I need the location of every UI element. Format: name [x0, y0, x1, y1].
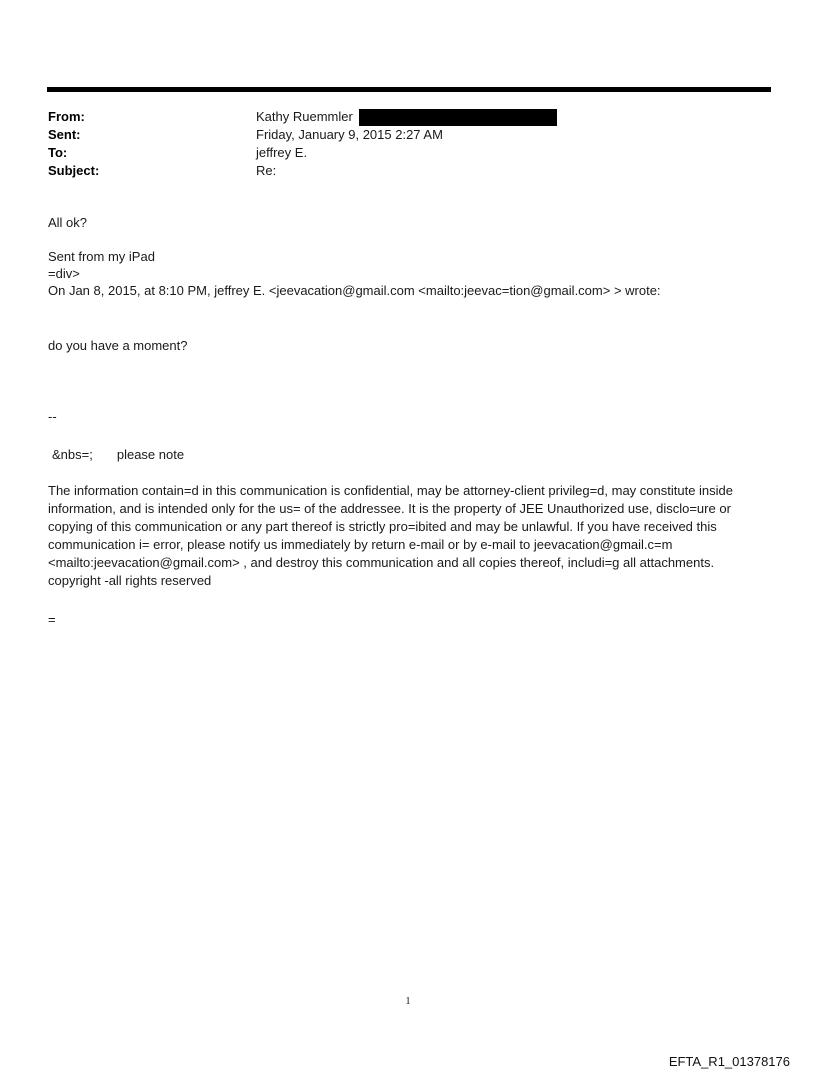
redaction-box: [359, 109, 557, 126]
sent-value: Friday, January 9, 2015 2:27 AM: [256, 127, 443, 142]
sent-label: Sent:: [48, 127, 81, 142]
to-row: [48, 144, 768, 162]
to-label: To:: [48, 145, 68, 160]
header-rule: [47, 87, 771, 92]
signature-separator: --: [48, 409, 57, 424]
subject-value: Re:: [256, 163, 277, 178]
body-line-sent-from: Sent from my iPad: [48, 249, 155, 264]
to-value: jeffrey E.: [256, 145, 308, 160]
body-line-question: do you have a moment?: [48, 338, 188, 353]
body-line-all-ok: All ok?: [48, 215, 88, 230]
please-note-line: [48, 446, 768, 463]
from-label: From:: [48, 109, 85, 124]
page-number: 1: [405, 995, 411, 1007]
body-line-div: =div>: [48, 266, 80, 281]
from-value: [256, 108, 557, 126]
please-note-text: please note: [116, 447, 185, 462]
email-header: [48, 108, 768, 180]
email-body: [48, 214, 768, 628]
subject-label: Subject:: [48, 163, 100, 178]
from-row: [48, 108, 768, 126]
bates-number: EFTA_R1_01378176: [668, 1054, 790, 1069]
trailing-equals: =: [48, 612, 56, 627]
nbs-entity: &nbs=;: [52, 447, 93, 462]
subject-row: [48, 162, 768, 180]
from-name: Kathy Ruemmler: [256, 109, 353, 124]
body-line-quote-header: On Jan 8, 2015, at 8:10 PM, jeffrey E. <jeevacation@gmail.com <mailto:jeevac=tion@gmail.com> > wrote:: [48, 283, 661, 298]
confidentiality-disclaimer: The information contain=d in this communication is confidential, may be attorney-client privileg=d, may constitute inside information, and is intended only for the us= of the addressee. It is the property of JEE Unauthorized use, disclo=ure or copying of this communication or any part thereof is strictly pro=ibited and may be unlawful. If you have received this communication i= error, please notify us immediately by return e-mail or by e-mail to jeevacation@gmail.c=m <mailto:jeevacation@gmail.com> , and destroy this communication and all copies thereof, includi=g all attachments. copyright -all rights reserved: [48, 483, 734, 588]
sent-row: [48, 126, 768, 144]
